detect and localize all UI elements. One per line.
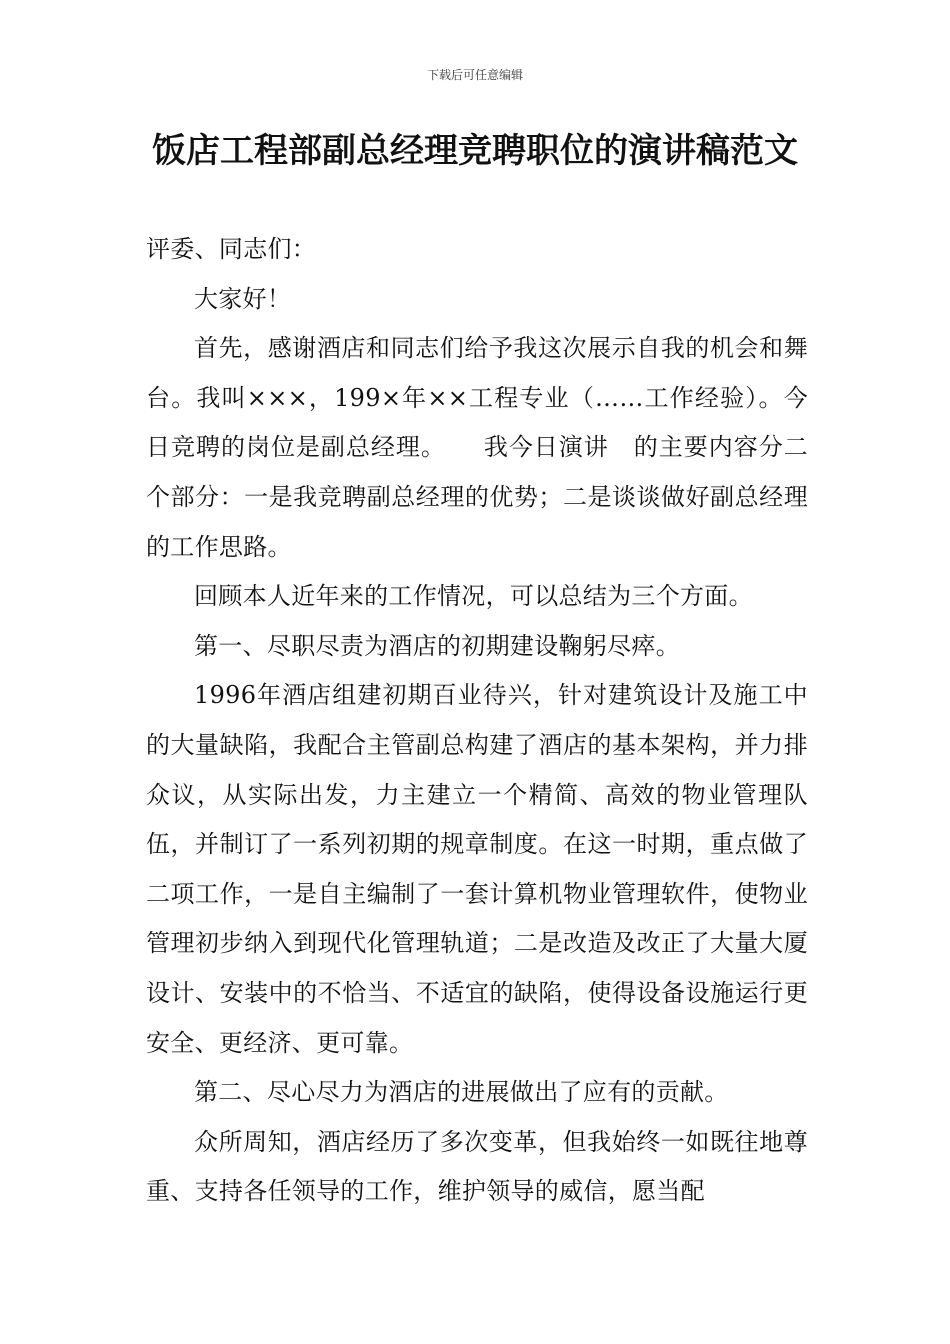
paragraph-heading-second: 第二、尽心尽力为酒店的进展做出了应有的贡献。 <box>194 1078 729 1107</box>
paragraph-development: 众所周知，酒店经历了多次变革，但我始终一如既往地尊重、支持各任领导的工作，维护领导的威信，愿当配 <box>146 1127 808 1206</box>
paragraph-heading-first: 第一、尽职尽责为酒店的初期建设鞠躬尽瘁。 <box>194 631 680 660</box>
page-header-note: 下载后可任意编辑 <box>426 68 523 82</box>
paragraph-greeting: 大家好！ <box>194 284 292 313</box>
paragraph-introduction: 首先，感谢酒店和同志们给予我这次展示自我的机会和舞台。我叫×××，199×年××工程专业（……工作经验）。今日竞聘的岗位是副总经理。 我今日演讲 的主要内容分二个部分：一是我竞聘副总经理的优势；二是谈谈做好副总经理的工作思路。 <box>146 334 808 561</box>
paragraph-review: 回顾本人近年来的工作情况，可以总结为三个方面。 <box>194 582 753 611</box>
document-body <box>146 225 808 1217</box>
document-title: 饭店工程部副总经理竞聘职位的演讲稿范文 <box>152 131 798 171</box>
paragraph-early-construction: 1996年酒店组建初期百业待兴，针对建筑设计及施工中的大量缺陷，我配合主管副总构建了酒店的基本架构，并力排众议，从实际出发，力主建立一个精简、高效的物业管理队伍，并制订了一系列初期的规章制度。在这一时期，重点做了二项工作，一是自主编制了一套计算机物业管理软件，使物业管理初步纳入到现代化管理轨道；二是改造及改正了大量大厦设计、安装中的不恰当、不适宜的缺陷，使得设备设施运行更安全、更经济、更可靠。 <box>146 681 808 1057</box>
salutation: 评委、同志们： <box>146 235 317 263</box>
